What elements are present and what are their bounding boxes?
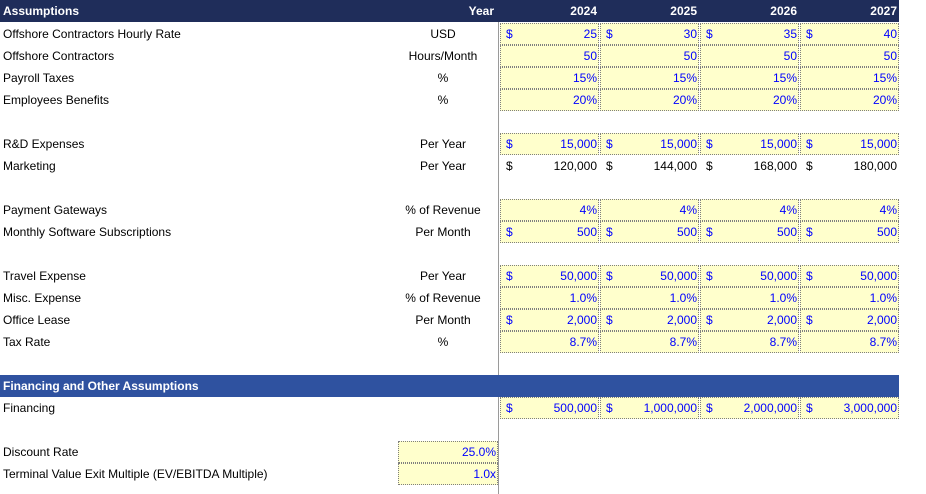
cell-value: 30 — [683, 27, 697, 41]
cell-value: 15% — [872, 71, 897, 85]
year-2024[interactable]: 2024 — [570, 4, 597, 18]
dollar-sign: $ — [506, 269, 513, 283]
value-cell-2027[interactable] — [800, 287, 899, 309]
cell-value: 2,000 — [866, 313, 897, 327]
cell-value: 3,000,000 — [843, 401, 897, 415]
row-unit: % — [437, 93, 449, 107]
row-label: R&D Expenses — [3, 137, 85, 151]
row-unit: % of Revenue — [405, 291, 481, 305]
assumption-row — [0, 265, 926, 287]
value-cell-2024[interactable] — [500, 287, 599, 309]
assumption-row — [0, 67, 926, 89]
cell-value: 40 — [883, 27, 897, 41]
assumptions-header-row — [0, 0, 899, 22]
cell-value: 1.0% — [869, 291, 897, 305]
row-label: Offshore Contractors Hourly Rate — [3, 27, 181, 41]
year-2025[interactable]: 2025 — [670, 4, 697, 18]
financing-label: Financing — [3, 401, 56, 415]
value-cell-2027[interactable] — [800, 309, 899, 331]
financing-cell-2027[interactable] — [800, 397, 899, 419]
value-cell-2025[interactable] — [600, 45, 699, 67]
dollar-sign: $ — [706, 269, 713, 283]
cell-value: 50 — [783, 49, 797, 63]
value-cell-2024[interactable] — [500, 221, 599, 243]
row-label: Misc. Expense — [3, 291, 82, 305]
value-cell-2026[interactable] — [700, 265, 799, 287]
cell-value: 4% — [679, 203, 697, 217]
value-cell-2024[interactable] — [500, 45, 599, 67]
value-cell-2027[interactable] — [800, 45, 899, 67]
value-cell-2026[interactable] — [700, 287, 799, 309]
row-label: Office Lease — [3, 313, 71, 327]
terminal-multiple-label: Terminal Value Exit Multiple (EV/EBITDA Multiple) — [3, 467, 268, 481]
value-cell-2026[interactable] — [700, 67, 799, 89]
dollar-sign: $ — [706, 401, 713, 415]
dollar-sign: $ — [706, 313, 713, 327]
cell-value: 4% — [579, 203, 597, 217]
row-unit: Per Month — [415, 313, 471, 327]
value-cell-2025[interactable] — [600, 199, 699, 221]
dollar-sign: $ — [806, 401, 813, 415]
dollar-sign: $ — [806, 269, 813, 283]
assumption-row — [0, 309, 926, 331]
terminal-multiple-row — [0, 463, 926, 485]
cell-value: 500,000 — [553, 401, 597, 415]
cell-value: 50 — [583, 49, 597, 63]
dollar-sign: $ — [606, 159, 613, 173]
row-label: Employees Benefits — [3, 93, 110, 107]
assumption-row — [0, 199, 926, 221]
dollar-sign: $ — [606, 27, 613, 41]
cell-value: 8.7% — [569, 335, 597, 349]
assumptions-title: Assumptions — [3, 4, 80, 18]
value-cell-2025[interactable] — [600, 221, 699, 243]
value-cell-2025[interactable] — [600, 287, 699, 309]
row-label: Tax Rate — [3, 335, 51, 349]
row-unit: USD — [430, 27, 456, 41]
assumption-row — [0, 331, 926, 353]
value-cell-2027[interactable] — [800, 265, 899, 287]
dollar-sign: $ — [706, 27, 713, 41]
value-cell-2024[interactable] — [500, 331, 599, 353]
dollar-sign: $ — [506, 225, 513, 239]
row-label: Payroll Taxes — [3, 71, 75, 85]
value-cell-2026[interactable] — [700, 221, 799, 243]
row-unit: % of Revenue — [405, 203, 481, 217]
value-cell-2026[interactable] — [700, 89, 799, 111]
cell-value: 20% — [572, 93, 597, 107]
value-cell-2024[interactable] — [500, 89, 599, 111]
dollar-sign: $ — [606, 225, 613, 239]
dollar-sign: $ — [706, 225, 713, 239]
cell-value: 15,000 — [660, 137, 697, 151]
assumption-row — [0, 23, 926, 45]
row-unit: Hours/Month — [408, 49, 478, 63]
value-cell-2027[interactable] — [800, 155, 899, 177]
value-cell-2027[interactable] — [800, 23, 899, 45]
financing-section-title: Financing and Other Assumptions — [3, 379, 199, 393]
row-label: Marketing — [3, 159, 56, 173]
cell-value: 50 — [883, 49, 897, 63]
cell-value: 50,000 — [660, 269, 697, 283]
cell-value: 2,000 — [666, 313, 697, 327]
value-cell-2024[interactable] — [500, 265, 599, 287]
cell-value: 2,000,000 — [743, 401, 797, 415]
discount-rate-input[interactable]: 25.0% — [398, 441, 498, 463]
cell-value: 50,000 — [860, 269, 897, 283]
dollar-sign: $ — [506, 159, 513, 173]
cell-value: 1.0% — [669, 291, 697, 305]
value-cell-2026[interactable] — [700, 331, 799, 353]
year-label: Year — [468, 4, 494, 18]
cell-value: 144,000 — [653, 159, 697, 173]
value-cell-2024[interactable] — [500, 133, 599, 155]
dollar-sign: $ — [806, 159, 813, 173]
row-unit: Per Year — [419, 159, 467, 173]
value-cell-2025[interactable] — [600, 89, 699, 111]
cell-value: 35 — [783, 27, 797, 41]
value-cell-2024[interactable] — [500, 67, 599, 89]
value-cell-2027[interactable] — [800, 331, 899, 353]
cell-value: 4% — [879, 203, 897, 217]
value-cell-2026[interactable] — [700, 133, 799, 155]
dollar-sign: $ — [606, 269, 613, 283]
assumption-row — [0, 133, 926, 155]
row-unit: Per Year — [419, 269, 467, 283]
cell-value: 120,000 — [553, 159, 597, 173]
cell-value: 1.0% — [569, 291, 597, 305]
cell-value: 8.7% — [869, 335, 897, 349]
value-cell-2025[interactable] — [600, 265, 699, 287]
cell-value: 15,000 — [860, 137, 897, 151]
cell-value: 20% — [772, 93, 797, 107]
value-cell-2027[interactable] — [800, 89, 899, 111]
value-cell-2025[interactable] — [600, 155, 699, 177]
row-label: Monthly Software Subscriptions — [3, 225, 172, 239]
value-cell-2024[interactable] — [500, 155, 599, 177]
row-unit: % — [437, 335, 449, 349]
assumption-row — [0, 45, 926, 67]
assumption-row — [0, 155, 926, 177]
dollar-sign: $ — [806, 313, 813, 327]
financing-row — [0, 397, 926, 419]
cell-value: 20% — [872, 93, 897, 107]
cell-value: 500 — [876, 225, 897, 239]
row-label: Payment Gateways — [3, 203, 108, 217]
value-cell-2027[interactable] — [800, 199, 899, 221]
financing-cell-2025[interactable] — [600, 397, 699, 419]
dollar-sign: $ — [606, 401, 613, 415]
cell-value: 500 — [676, 225, 697, 239]
value-cell-2025[interactable] — [600, 23, 699, 45]
dollar-sign: $ — [506, 313, 513, 327]
cell-value: 168,000 — [753, 159, 797, 173]
cell-value: 8.7% — [669, 335, 697, 349]
row-label: Offshore Contractors — [3, 49, 115, 63]
cell-value: 15,000 — [760, 137, 797, 151]
cell-value: 50,000 — [760, 269, 797, 283]
financing-section-header — [0, 375, 899, 397]
cell-value: 15% — [772, 71, 797, 85]
value-cell-2025[interactable] — [600, 67, 699, 89]
value-cell-2025[interactable] — [600, 309, 699, 331]
cell-value: 50 — [683, 49, 697, 63]
value-cell-2024[interactable] — [500, 199, 599, 221]
assumption-row — [0, 287, 926, 309]
row-unit: Per Month — [415, 225, 471, 239]
year-2027[interactable]: 2027 — [870, 4, 897, 18]
cell-value: 500 — [576, 225, 597, 239]
assumption-row — [0, 89, 926, 111]
dollar-sign: $ — [506, 27, 513, 41]
discount-rate-row — [0, 441, 926, 463]
dollar-sign: $ — [606, 313, 613, 327]
cell-value: 15% — [572, 71, 597, 85]
row-unit: % — [437, 71, 449, 85]
value-cell-2025[interactable] — [600, 133, 699, 155]
value-cell-2024[interactable] — [500, 309, 599, 331]
row-unit: Per Year — [419, 137, 467, 151]
row-label: Travel Expense — [3, 269, 86, 283]
cell-value: 15% — [672, 71, 697, 85]
cell-value: 2,000 — [766, 313, 797, 327]
cell-value: 500 — [776, 225, 797, 239]
assumption-row — [0, 221, 926, 243]
financing-cell-2024[interactable] — [500, 397, 599, 419]
dollar-sign: $ — [606, 137, 613, 151]
value-cell-2026[interactable] — [700, 23, 799, 45]
dollar-sign: $ — [706, 159, 713, 173]
cell-value: 4% — [779, 203, 797, 217]
cell-value: 8.7% — [769, 335, 797, 349]
value-cell-2027[interactable] — [800, 221, 899, 243]
dollar-sign: $ — [806, 225, 813, 239]
cell-value: 1,000,000 — [643, 401, 697, 415]
terminal-multiple-input[interactable]: 1.0x — [398, 463, 498, 485]
value-cell-2027[interactable] — [800, 133, 899, 155]
dollar-sign: $ — [806, 137, 813, 151]
value-cell-2026[interactable] — [700, 155, 799, 177]
discount-rate-label: Discount Rate — [3, 445, 79, 459]
value-cell-2026[interactable] — [700, 199, 799, 221]
cell-value: 20% — [672, 93, 697, 107]
cell-value: 1.0% — [769, 291, 797, 305]
cell-value: 180,000 — [853, 159, 897, 173]
cell-value: 2,000 — [566, 313, 597, 327]
value-cell-2024[interactable] — [500, 23, 599, 45]
value-cell-2025[interactable] — [600, 331, 699, 353]
year-2026[interactable]: 2026 — [770, 4, 797, 18]
dollar-sign: $ — [806, 27, 813, 41]
cell-value: 50,000 — [560, 269, 597, 283]
value-cell-2026[interactable] — [700, 309, 799, 331]
value-cell-2026[interactable] — [700, 45, 799, 67]
cell-value: 25 — [583, 27, 597, 41]
cell-value: 15,000 — [560, 137, 597, 151]
dollar-sign: $ — [706, 137, 713, 151]
dollar-sign: $ — [506, 401, 513, 415]
value-cell-2027[interactable] — [800, 67, 899, 89]
dollar-sign: $ — [506, 137, 513, 151]
financing-cell-2026[interactable] — [700, 397, 799, 419]
